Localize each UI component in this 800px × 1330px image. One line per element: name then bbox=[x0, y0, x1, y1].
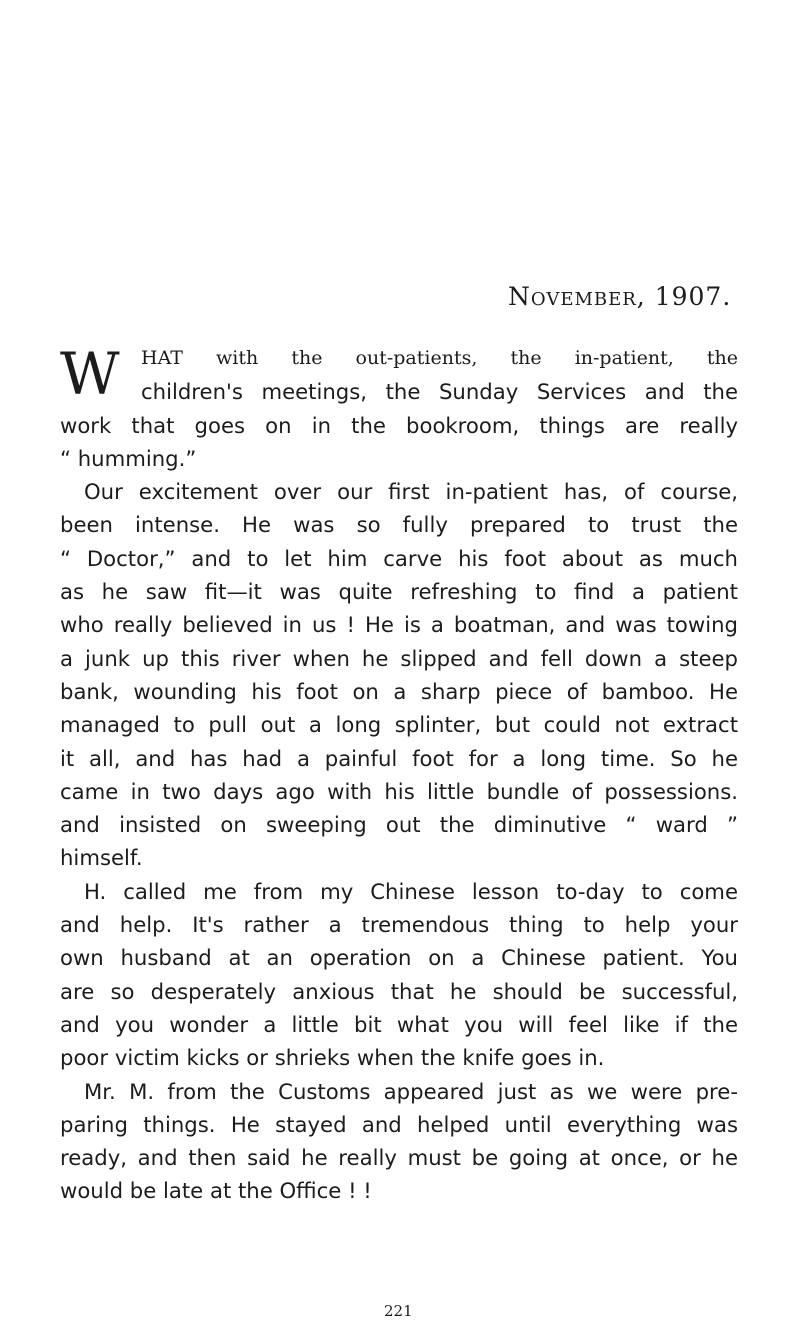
text-line: work that goes on in the bookroom, things are really bbox=[60, 412, 738, 438]
paragraph-start-line: Our excitement over our first in-patient has, of course, bbox=[84, 479, 738, 505]
text-line: “ humming.” bbox=[60, 445, 197, 471]
text-line: and insisted on sweeping out the diminutive “ ward ” bbox=[60, 812, 738, 838]
text-line: managed to pull out a long splinter, but could not extract bbox=[60, 712, 738, 738]
text-line: ready, and then said he really must be going at once, or he bbox=[60, 1145, 738, 1171]
text-line: children's meetings, the Sunday Services and the bbox=[141, 379, 738, 405]
text-line: and help. It's rather a tremendous thing to help your bbox=[60, 912, 738, 938]
text-line: came in two days ago with his little bundle of possessions. bbox=[60, 778, 738, 804]
text-line: himself. bbox=[60, 845, 143, 871]
text-line: poor victim kicks or shrieks when the knife goes in. bbox=[60, 1045, 605, 1071]
text-line: as he saw fit—it was quite refreshing to find a patient bbox=[60, 579, 738, 605]
text-line: own husband at an operation on a Chinese patient. You bbox=[60, 945, 738, 971]
paragraph-start-line: Mr. M. from the Customs appeared just as we were pre- bbox=[84, 1078, 738, 1104]
chapter-heading: November, 1907. bbox=[508, 282, 732, 311]
page-number: 221 bbox=[384, 1302, 413, 1320]
paragraph-start-line: H. called me from my Chinese lesson to-day to come bbox=[84, 878, 738, 904]
text-line: it all, and has had a painful foot for a long time. So he bbox=[60, 745, 738, 771]
text-line: a junk up this river when he slipped and fell down a steep bbox=[60, 645, 738, 671]
text-line: been intense. He was so fully prepared to trust the bbox=[60, 512, 738, 538]
text-line: “ Doctor,” and to let him carve his foot about as much bbox=[60, 545, 738, 571]
text-line: HAT with the out-patients, the in-patient, the bbox=[141, 347, 738, 369]
body-text bbox=[60, 342, 738, 1208]
drop-cap-letter: W bbox=[60, 340, 120, 408]
text-line: paring things. He stayed and helped until everything was bbox=[60, 1111, 738, 1137]
text-line: and you wonder a little bit what you will feel like if the bbox=[60, 1011, 738, 1037]
text-line: bank, wounding his foot on a sharp piece of bamboo. He bbox=[60, 678, 738, 704]
text-line: who really believed in us ! He is a boatman, and was towing bbox=[60, 612, 738, 638]
text-line: are so desperately anxious that he should be successful, bbox=[60, 978, 738, 1004]
text-line: would be late at the Office ! ! bbox=[60, 1178, 372, 1204]
